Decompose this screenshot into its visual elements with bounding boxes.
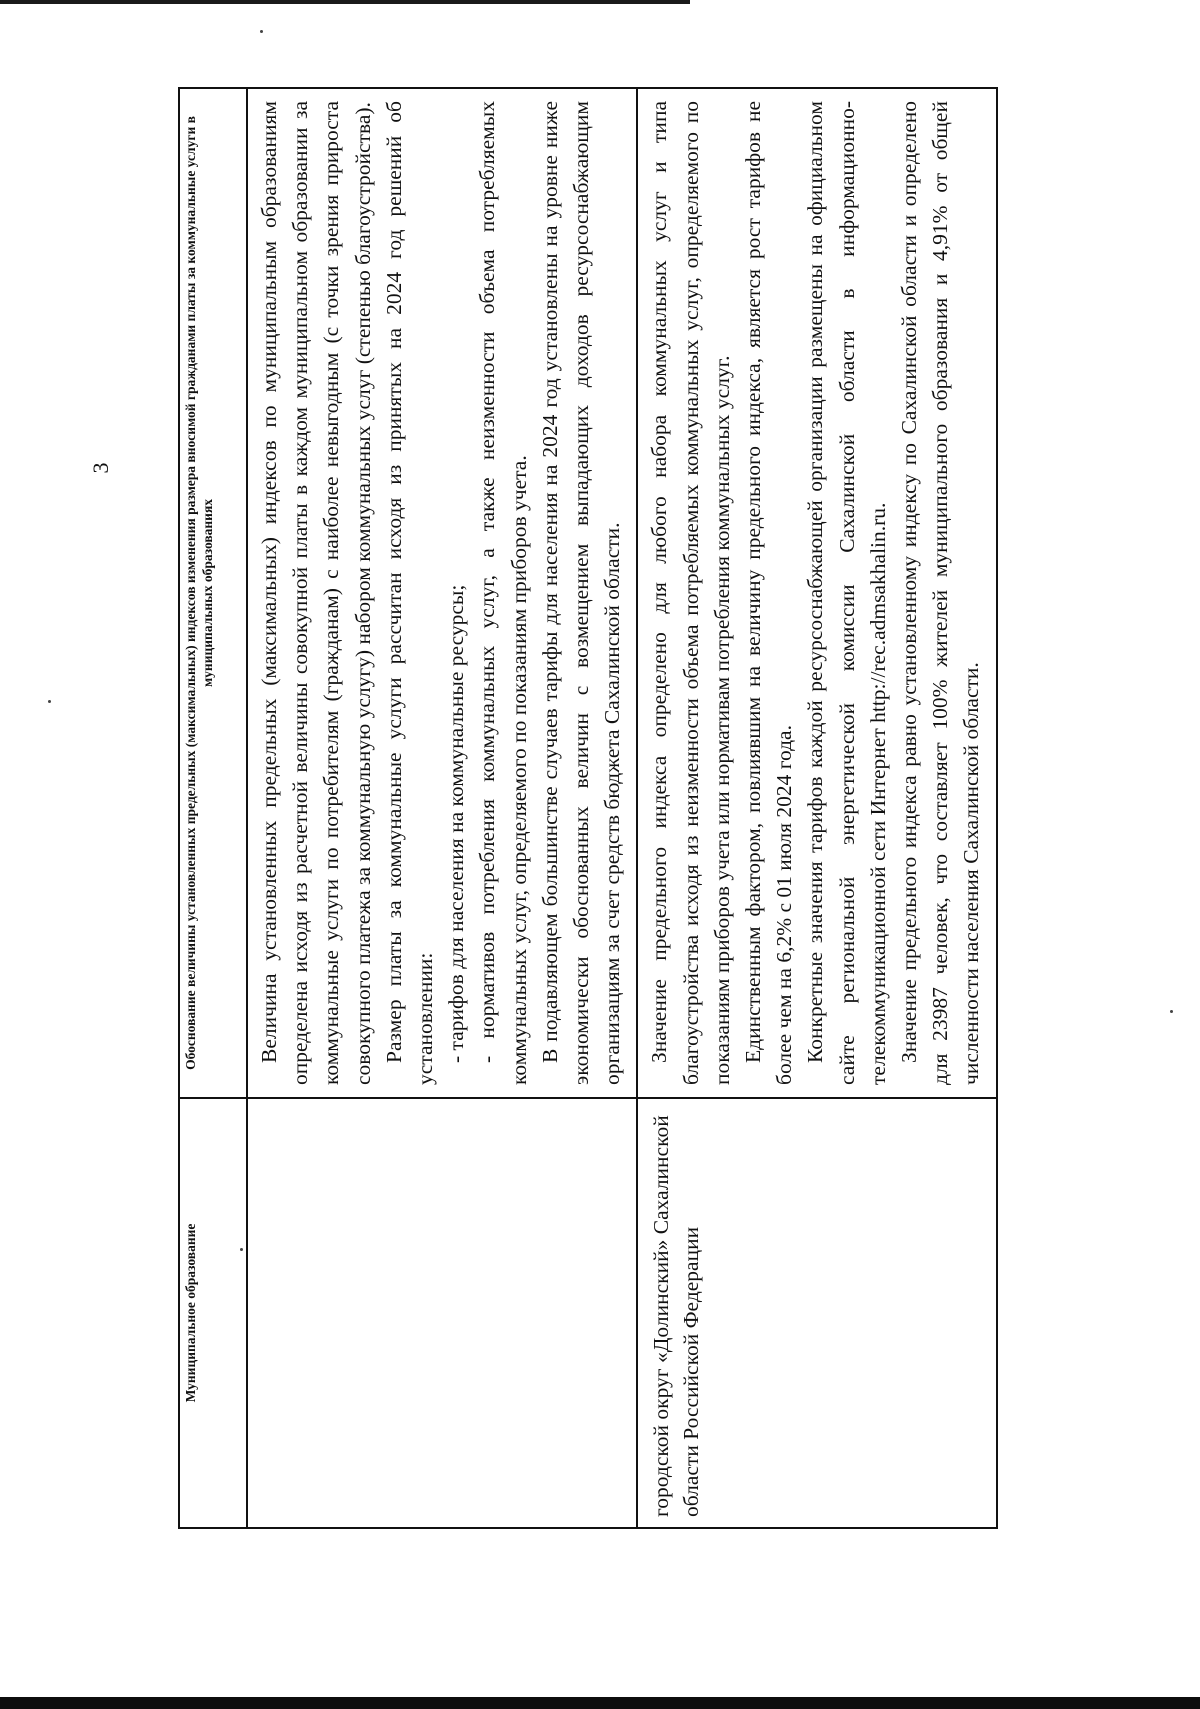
- justification-cell: [637, 88, 996, 1098]
- rotated-table-container: [178, 89, 1200, 1529]
- municipality-cell: [247, 1098, 637, 1528]
- page-number: 3: [88, 462, 113, 474]
- paragraph: Размер платы за коммунальные услуги рассчитан исходя из принятых на 2024 год решений об установлении:: [381, 101, 438, 1085]
- scan-edge-top: [0, 0, 690, 4]
- paragraph: Величина установленных предельных (максимальных) индексов по муниципальным образованиям определена исходя из расчетной величины совокупной платы в каждом муниципальном образовании за коммунальные услуги по потребителям (гражданам) с наиболее невыгодным (с точки зрения прироста совокупного платежа за коммунальную услугу) набором коммунальных услуг (степенью благоустройства).: [257, 101, 375, 1085]
- municipality-cell: городской округ «Долинский» Сахалинской области Российской Федерации: [637, 1098, 996, 1528]
- scan-speck: [48, 700, 51, 703]
- header-justification: Обоснование величины установленных предельных (максимальных) индексов изменения размера вносимой гражданами платы за коммунальные услуги в муниципальных образованиях: [179, 88, 247, 1098]
- table-header-row: [179, 88, 247, 1528]
- paragraph: Единственным фактором, повлиявшим на величину предельного индекса, является рост тарифов не более чем на 6,2% с 01 июля 2024 года.: [741, 101, 797, 1085]
- paragraph: Конкретные значения тарифов каждой ресурсоснабжающей организации размещены на официальном сайте региональной энергетической комиссии Сахалинской области в информационно-телекоммуникационной сети Интернет http://rec.admsakhalin.ru.: [803, 101, 890, 1085]
- paragraph: Значение предельного индекса определено для любого набора коммунальных услуг и типа благоустройства исходя из неизменности объема потребляемых коммунальных услуг, определяемого по показаниям приборов учета или нормативам потребления коммунальных услуг.: [647, 101, 734, 1085]
- paragraph: Значение предельного индекса равно установленному индексу по Сахалинской области и определено для 23987 человек, что составляет 100% жителей муниципального образования и 4,91% от общей численности населения Сахалинской области.: [897, 101, 984, 1085]
- scan-edge-bottom: [0, 1697, 1200, 1709]
- list-item: - нормативов потребления коммунальных услуг, а также неизменности объема потребляемых коммунальных услуг, определяемого по показаниям приборов учета.: [475, 101, 531, 1085]
- paragraph: В подавляющем большинстве случаев тарифы для населения на 2024 год установлены на уровне ниже экономически обоснованных величин с возмещением выпадающих доходов ресурсоснабжающим организациям за счет средств бюджета Сахалинской области.: [537, 101, 625, 1085]
- list-item: - тарифов для населения на коммунальные ресурсы;: [444, 584, 469, 1063]
- justification-cell: [247, 88, 637, 1098]
- scan-speck: [260, 30, 263, 33]
- table-row: [247, 88, 637, 1528]
- justification-table: [178, 87, 998, 1529]
- header-municipality: Муниципальное образование: [179, 1098, 247, 1528]
- table-row: [637, 88, 996, 1528]
